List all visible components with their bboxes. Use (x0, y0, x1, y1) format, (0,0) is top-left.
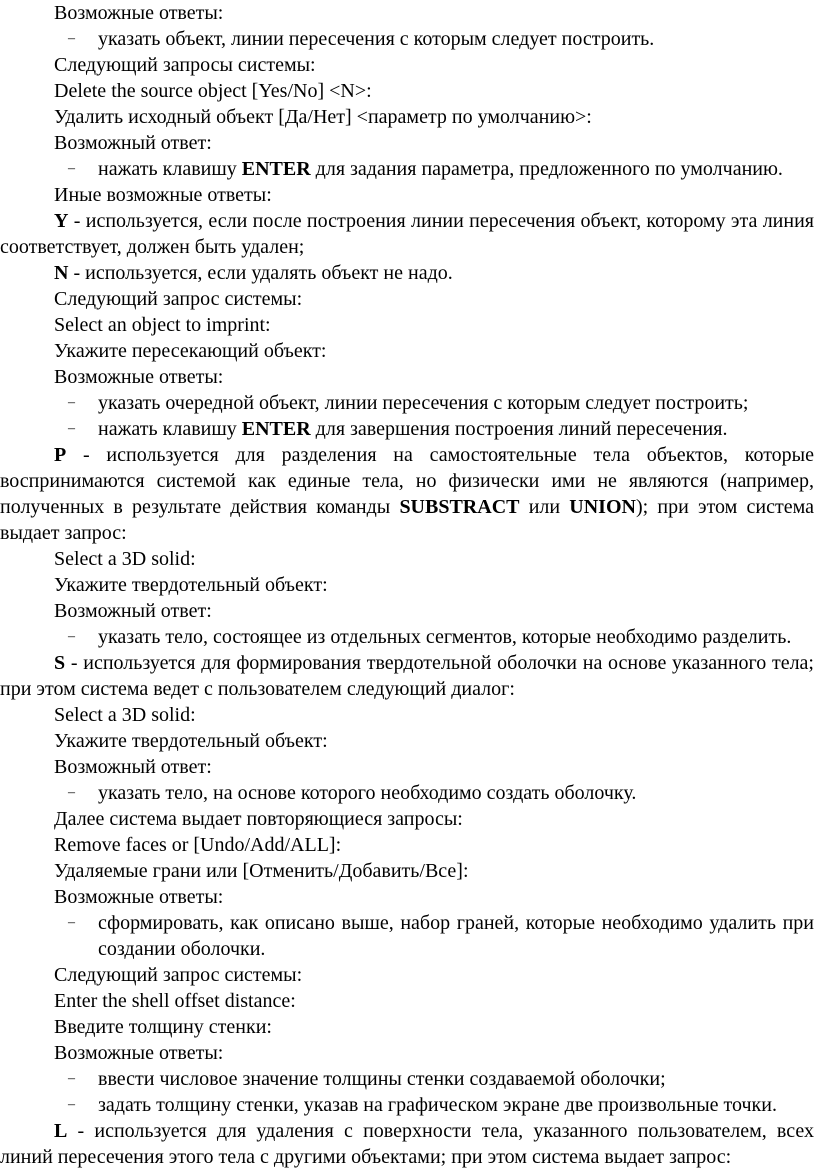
text-line: Select an object to imprint: (54, 314, 271, 336)
text-line: Возможный ответ: (54, 132, 212, 154)
list-item: – указать тело, состоящее из отдельных сегментов, которые необходимо разделить. (68, 626, 792, 648)
list-item: – нажать клавишу ENTER для задания параметра, предложенного по умолчанию. (68, 158, 783, 180)
dash-bullet-icon: – (68, 421, 75, 436)
option-paragraph: S - используется для формирования твердотельной оболочки на основе указанного тела; при этом система ведет с пользователем следующий диалог: (0, 652, 814, 700)
option-paragraph: N - используется, если удалять объект не надо. (54, 262, 453, 284)
dash-bullet-icon: – (68, 1097, 75, 1112)
text-line: Удалить исходный объект [Да/Нет] <параметр по умолчанию>: (54, 106, 592, 128)
dash-bullet-icon: – (68, 785, 75, 800)
text-line: Далее система выдает повторяющиеся запросы: (54, 808, 463, 830)
text-line: Select a 3D solid: (54, 704, 196, 726)
option-paragraph: L - используется для удаления с поверхности тела, указанного пользователем, всех линий пересечения этого тела с другими объектами; при этом система выдает запрос: (0, 1120, 814, 1168)
option-key: S (54, 652, 66, 674)
command-name: SUBSTRACT (399, 496, 520, 518)
option-paragraph: P - используется для разделения на самостоятельные тела объектов, которые воспринимаются системой как единые тела, но физически ими не являются (например, полученных в результате действия команды SUBSTRACT или UNION); при этом система выдает запрос: (0, 444, 814, 544)
text-line: Возможные ответы: (54, 2, 224, 24)
list-item: – задать толщину стенки, указав на графическом экране две произвольные точки. (68, 1094, 777, 1116)
dash-bullet-icon: – (68, 915, 75, 930)
list-item: – нажать клавишу ENTER для завершения построения линий пересечения. (68, 418, 728, 440)
text-line: Select a 3D solid: (54, 548, 196, 570)
list-item: – сформировать, как описано выше, набор граней, которые необходимо удалить при создании оболочки. (68, 912, 814, 960)
key-name: ENTER (241, 158, 311, 180)
command-name: UNION (569, 496, 636, 518)
list-item: – указать очередной объект, линии пересечения с которым следует построить; (68, 392, 749, 414)
text-line: Следующий запрос системы: (54, 288, 303, 310)
text-line: Remove faces or [Undo/Add/ALL]: (54, 834, 342, 856)
text-line: Возможные ответы: (54, 886, 224, 908)
text-line: Укажите твердотельный объект: (54, 574, 328, 596)
text-line: Следующий запросы системы: (54, 54, 316, 76)
text-line: Укажите твердотельный объект: (54, 730, 328, 752)
option-key: L (54, 1120, 68, 1142)
text-line: Введите толщину стенки: (54, 1016, 272, 1038)
text-line: Delete the source object [Yes/No] <N>: (54, 80, 372, 102)
option-key: Y (54, 210, 69, 232)
text-line: Возможный ответ: (54, 756, 212, 778)
text-line: Укажите пересекающий объект: (54, 340, 327, 362)
text-line: Возможные ответы: (54, 366, 224, 388)
list-item: – ввести числовое значение толщины стенки создаваемой оболочки; (68, 1068, 666, 1090)
dash-bullet-icon: – (68, 395, 75, 410)
text-line: Enter the shell offset distance: (54, 990, 296, 1012)
option-key: N (54, 262, 69, 284)
dash-bullet-icon: – (68, 1071, 75, 1086)
text-line: Возможные ответы: (54, 1042, 224, 1064)
text-line: Следующий запрос системы: (54, 964, 303, 986)
text-line: Возможный ответ: (54, 600, 212, 622)
dash-bullet-icon: – (68, 161, 75, 176)
list-item: – указать объект, линии пересечения с которым следует построить. (68, 28, 655, 50)
text-line: Иные возможные ответы: (54, 184, 272, 206)
option-paragraph: Y - используется, если после построения линии пересечения объект, которому эта линия соответствует, должен быть удален; (0, 210, 814, 258)
dash-bullet-icon: – (68, 629, 75, 644)
list-item: – указать тело, на основе которого необходимо создать оболочку. (68, 782, 637, 804)
dash-bullet-icon: – (68, 31, 75, 46)
text-line: Удаляемые грани или [Отменить/Добавить/Все]: (54, 860, 469, 882)
key-name: ENTER (241, 418, 311, 440)
option-key: P (54, 444, 67, 466)
